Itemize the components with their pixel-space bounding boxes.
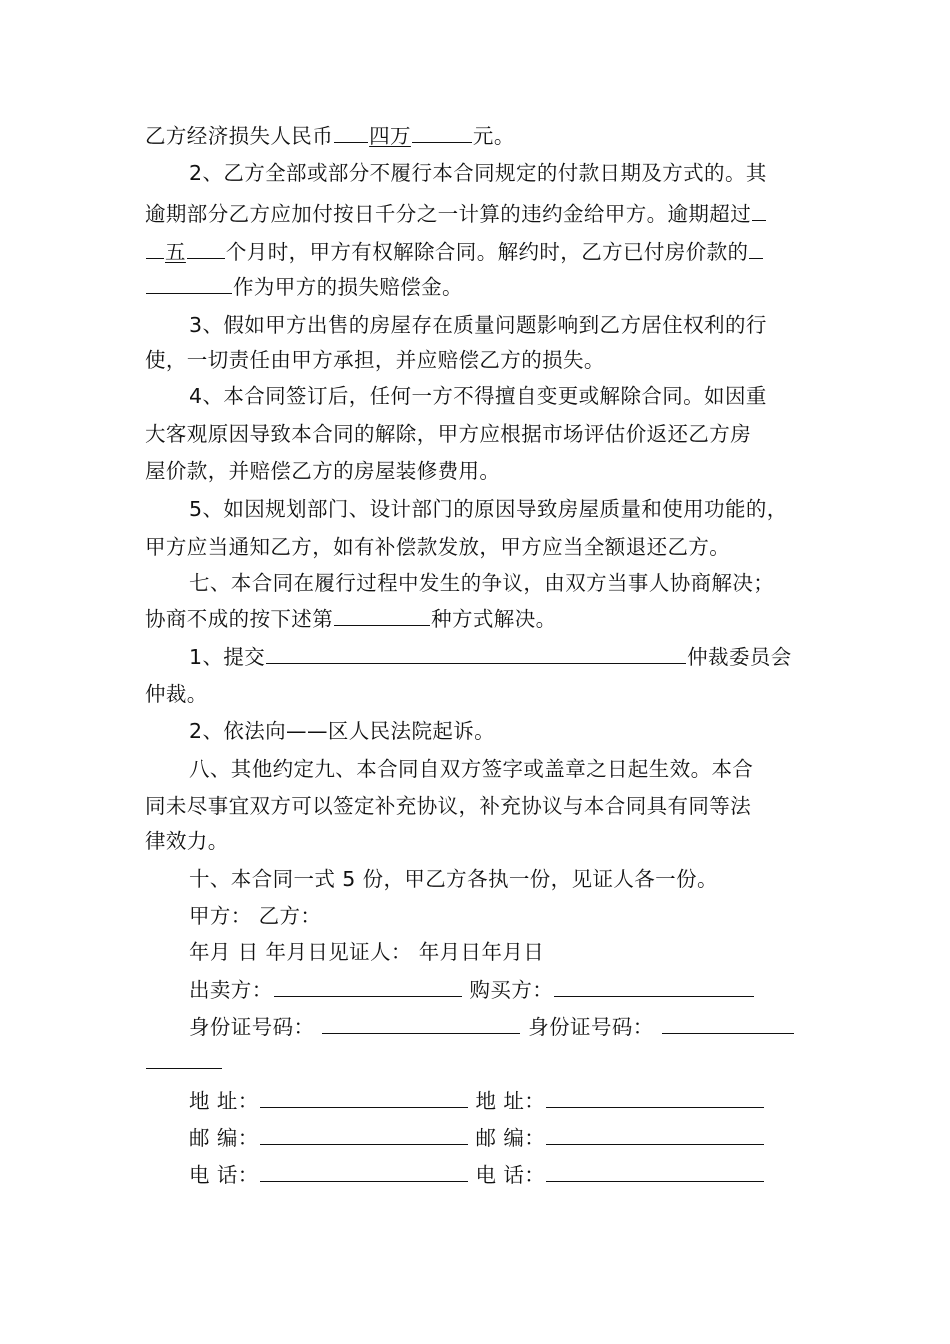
zip-line: 邮 编： 邮 编： xyxy=(189,1123,765,1153)
text-line: 屋价款，并赔偿乙方的房屋装修费用。 xyxy=(145,459,501,483)
text-line: 乙方经济损失人民币 四万 元。 xyxy=(145,124,515,148)
option-1: 1、提交 仲裁委员会 xyxy=(189,645,792,669)
text-line: 律效力。 xyxy=(145,829,229,853)
zip-field-1 xyxy=(260,1124,468,1145)
paragraph-4: 4、本合同签订后，任何一方不得擅自变更或解除合同。如因重 xyxy=(189,384,767,408)
clause-7: 七、本合同在履行过程中发生的争议，由双方当事人协商解决； xyxy=(189,571,775,595)
text-line: 使，一切责任由甲方承担，并应赔偿乙方的损失。 xyxy=(145,348,605,372)
blank-line xyxy=(334,605,430,626)
text-line: 五 个月时，甲方有权解除合同。解约时，乙方已付房价款的 xyxy=(145,237,764,267)
blank-line xyxy=(187,238,225,259)
option-2: 2、依法向——区人民法院起诉。 xyxy=(189,719,496,743)
paragraph-2: 2、乙方全部或部分不履行本合同规定的付款日期及方式的。其 xyxy=(189,161,767,185)
blank-line xyxy=(146,273,232,294)
paragraph-3: 3、假如甲方出售的房屋存在质量问题影响到乙方居住权利的行 xyxy=(189,313,767,337)
text-line: 仲裁。 xyxy=(145,682,208,706)
seller-buyer-line: 出卖方： 购买方： xyxy=(189,975,755,1005)
id-line: 身份证号码： 身份证号码： xyxy=(189,1012,795,1042)
address-field-2 xyxy=(546,1087,764,1108)
phone-field-2 xyxy=(546,1161,764,1182)
blank-line xyxy=(412,122,472,143)
text-line: 协商不成的按下述第 种方式解决。 xyxy=(145,607,557,631)
zip-field-2 xyxy=(546,1124,764,1145)
id-field-2 xyxy=(662,1013,794,1034)
clause-8: 八、其他约定九、本合同自双方签字或盖章之日起生效。本合 xyxy=(189,757,754,781)
blank-line xyxy=(749,238,763,259)
party-labels: 甲方： 乙方： xyxy=(189,904,322,928)
phone-field-1 xyxy=(260,1161,468,1182)
blank-line xyxy=(334,122,368,143)
buyer-field xyxy=(554,976,754,997)
phone-line: 电 话： 电 话： xyxy=(189,1160,765,1190)
blank-line xyxy=(146,238,164,259)
blank-line xyxy=(752,200,766,221)
text-line: 作为甲方的损失赔偿金。 xyxy=(145,272,463,302)
text-line: 大客观原因导致本合同的解除，甲方应根据市场评估价返还乙方房 xyxy=(145,422,752,446)
date-line: 年月 日 年月日见证人： 年月日年月日 xyxy=(189,940,545,964)
blank-line xyxy=(266,643,686,664)
id-field-1 xyxy=(322,1013,520,1034)
blank-line xyxy=(146,1048,222,1069)
address-field-1 xyxy=(260,1087,468,1108)
text-line xyxy=(145,1047,223,1077)
seller-field xyxy=(274,976,462,997)
text-line: 逾期部分乙方应加付按日千分之一计算的违约金给甲方。逾期超过 xyxy=(145,199,767,229)
paragraph-5: 5、如因规划部门、设计部门的原因导致房屋质量和使用功能的， xyxy=(189,497,788,521)
address-line: 地 址： 地 址： xyxy=(189,1086,765,1116)
clause-10: 十、本合同一式 5 份，甲乙方各执一份，见证人各一份。 xyxy=(189,867,718,891)
text-line: 同未尽事宜双方可以签定补充协议，补充协议与本合同具有同等法 xyxy=(145,794,752,818)
text-line: 甲方应当通知乙方，如有补偿款发放，甲方应当全额退还乙方。 xyxy=(145,535,731,559)
